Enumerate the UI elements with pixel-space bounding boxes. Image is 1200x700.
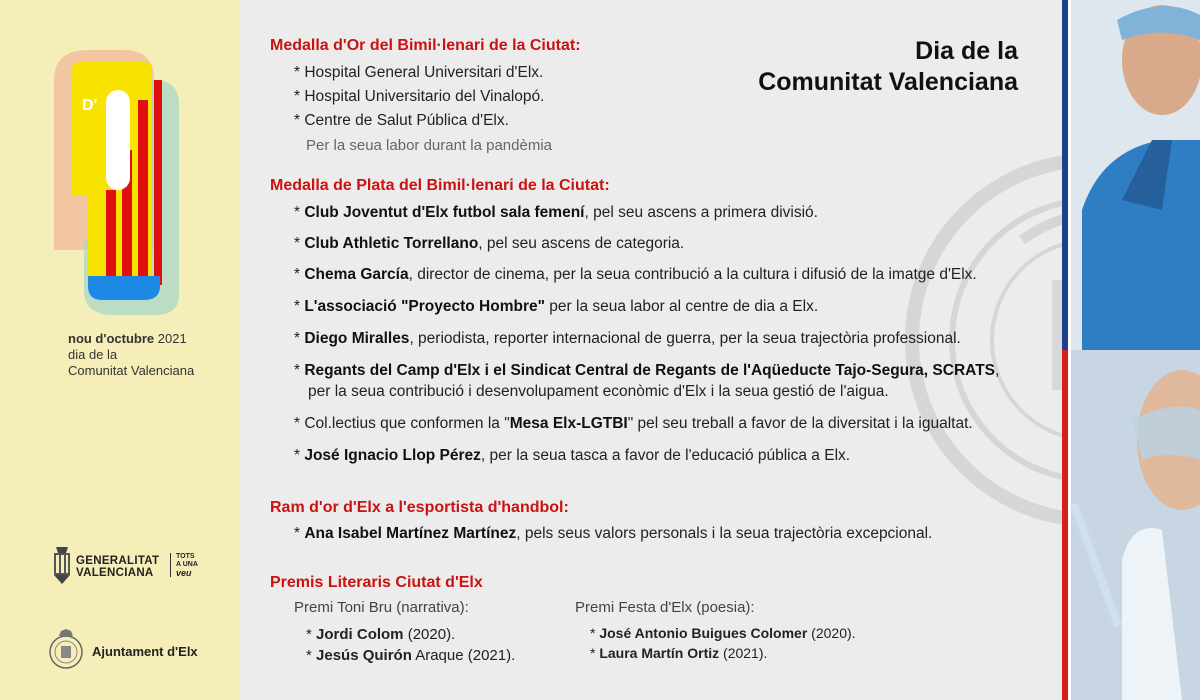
honoree-name: L'associació "Proyecto Hombre" [304, 298, 545, 315]
bullet: * [294, 298, 305, 315]
medalla-plata-item [294, 265, 977, 284]
item-text: Araque (2021). [411, 647, 516, 664]
item-text: (2021). [719, 645, 768, 661]
left-panel [0, 0, 240, 700]
premis-heading: Premis Literaris Ciutat d'Elx [270, 574, 483, 591]
medalla-plata-item [294, 234, 684, 253]
honoree-name: José Ignacio Llop Pérez [304, 447, 481, 464]
photo-strip [1062, 0, 1200, 700]
title-line1: Dia de la [915, 37, 1018, 65]
item-text: , per la seua tasca a favor de l'educació pública a Elx. [480, 447, 851, 464]
honoree-name: Regants del Camp d'Elx i el Sindicat Central de Regants de l'Aqüeducte Tajo-Segura, SCRATS [304, 362, 995, 379]
premis-col2-item [590, 624, 856, 642]
premis-col2-item [590, 644, 767, 662]
medalla-plata-heading: Medalla de Plata del Bimil·lenari de la Ciutat: [270, 177, 610, 194]
bullet: * [294, 204, 305, 221]
bullet: * [294, 415, 305, 432]
tots-line1: TOTS [176, 553, 195, 560]
gv-line2: VALENCIANA [76, 567, 154, 579]
page-title [758, 36, 1018, 98]
ajuntament-logo [46, 628, 236, 672]
medalla-or-item: * Centre de Salut Pública d'Elx. [294, 112, 509, 129]
winner-name: José Antonio Buigues Colomer [599, 625, 808, 641]
health-worker-photo-bottom [1062, 350, 1200, 700]
date-caption [68, 331, 194, 379]
ram-or-item [294, 524, 932, 543]
bullet: * [294, 447, 305, 464]
bullet: * [294, 330, 305, 347]
medalla-plata-item [294, 203, 818, 222]
nou-octubre-logo [44, 40, 194, 320]
medalla-or-item: * Hospital Universitario del Vinalopó. [294, 88, 545, 105]
winner-name: Jesús Quirón [316, 647, 412, 664]
tots-line2: A UNA [176, 561, 198, 568]
honoree-name: Ana Isabel Martínez Martínez [304, 525, 517, 542]
item-text: " pel seu treball a favor de la diversitat i la igualtat. [627, 415, 973, 432]
premis-col1-item [306, 626, 455, 644]
ajuntament-text: Ajuntament d'Elx [92, 644, 198, 659]
item-text: , periodista, reporter internacional de guerra, per la seua trajectòria professional. [409, 330, 961, 347]
item-prefix: Col.lectius que conformen la " [304, 415, 510, 432]
bullet: * [294, 266, 305, 283]
item-text: , pel seu ascens de categoria. [478, 235, 685, 252]
logo-superscript: D' [82, 97, 98, 114]
gv-line1: GENERALITAT [76, 555, 160, 567]
honoree-name: Chema García [304, 266, 409, 283]
health-worker-photo-top [1062, 0, 1200, 350]
bullet: * [294, 525, 305, 542]
date-line2: dia de la [68, 347, 118, 362]
medalla-plata-item [294, 361, 999, 380]
medalla-plata-item [294, 446, 850, 465]
bullet: * [294, 235, 305, 252]
generalitat-logo [52, 545, 232, 587]
bullet: * [306, 626, 317, 643]
gv-separator [170, 553, 171, 577]
ram-or-heading: Ram d'or d'Elx a l'esportista d'handbol: [270, 499, 569, 516]
premis-col1-head: Premi Toni Bru (narrativa): [294, 599, 469, 616]
bullet: * [306, 647, 317, 664]
premis-col1-item [306, 647, 515, 665]
bullet: * [590, 625, 600, 641]
honoree-name: Club Athletic Torrellano [304, 235, 479, 252]
date-line3: Comunitat Valenciana [68, 363, 195, 378]
premis-col2-head: Premi Festa d'Elx (poesia): [575, 599, 755, 616]
winner-name: Laura Martín Ortiz [599, 645, 720, 661]
main-content [242, 0, 1062, 700]
bullet: * [294, 362, 305, 379]
medalla-plata-item [294, 297, 818, 316]
honoree-name: Club Joventut d'Elx futbol sala femení [304, 204, 585, 221]
medalla-or-note: Per la seua labor durant la pandèmia [306, 137, 552, 154]
item-text: per la seua labor al centre de dia a Elx. [544, 298, 819, 315]
item-text: (2020). [807, 625, 856, 641]
date-bold: nou d'octubre [68, 331, 155, 346]
date-year: 2021 [154, 331, 187, 346]
tots-a-una-veu [176, 553, 198, 577]
honoree-name: Diego Miralles [304, 330, 410, 347]
item-text: , [995, 362, 1000, 379]
medalla-plata-item [294, 414, 973, 433]
medalla-plata-item [294, 329, 961, 348]
medalla-or-heading: Medalla d'Or del Bimil·lenari de la Ciutat: [270, 37, 581, 54]
medalla-plata-continuation: per la seua contribució i desenvolupament econòmic d'Elx i la seua gestió de l'aigua. [308, 383, 889, 400]
city-seal-icon [46, 628, 86, 672]
winner-name: Jordi Colom [316, 626, 404, 643]
tots-line3: veu [176, 568, 192, 578]
item-text: , pels seus valors personals i la seua trajectòria excepcional. [516, 525, 933, 542]
item-text: (2020). [403, 626, 456, 643]
item-text: , director de cinema, per la seua contribució a la cultura i difusió de la imatge d'Elx. [408, 266, 977, 283]
title-line2: Comunitat Valenciana [758, 68, 1018, 96]
medalla-or-item: * Hospital General Universitari d'Elx. [294, 64, 544, 81]
shield-icon [52, 547, 72, 585]
item-text: , pel seu ascens a primera divisió. [584, 204, 818, 221]
bullet: * [590, 645, 600, 661]
generalitat-text [76, 555, 159, 579]
honoree-name: Mesa Elx-LGTBI [509, 415, 628, 432]
